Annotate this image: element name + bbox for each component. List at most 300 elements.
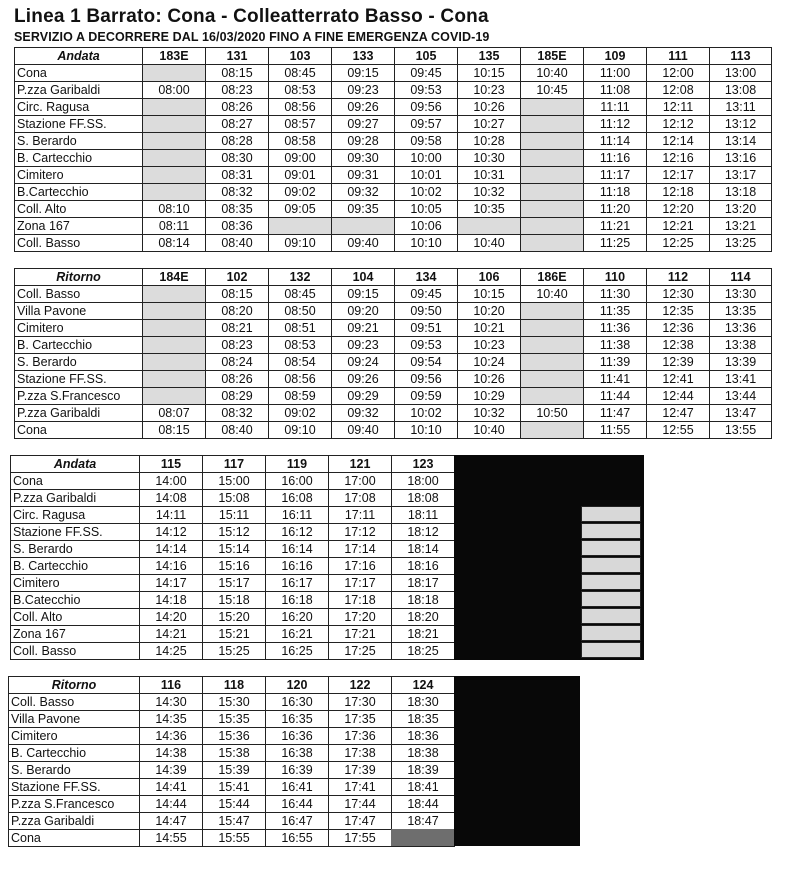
no-service-strip [581,574,641,590]
departure-time: 11:14 [584,133,647,150]
departure-time: 18:35 [392,711,455,728]
no-service-cell [143,184,206,201]
table-row [15,167,772,184]
departure-time: 09:54 [395,354,458,371]
stop-name: Coll. Alto [11,609,140,626]
departure-time: 17:18 [329,592,392,609]
departure-time: 09:30 [332,150,395,167]
table-row [11,524,455,541]
departure-time: 09:02 [269,184,332,201]
departure-time: 13:41 [710,371,772,388]
departure-time: 15:16 [203,558,266,575]
departure-time: 14:41 [140,779,203,796]
departure-time: 08:50 [269,303,332,320]
stop-name: Villa Pavone [15,303,143,320]
timetable-andata-morning [14,47,772,252]
table-row [15,184,772,201]
no-service-cell [143,99,206,116]
departure-time: 08:58 [269,133,332,150]
departure-time: 18:30 [392,694,455,711]
table-row [11,575,455,592]
run-number: 186E [521,269,584,286]
departure-time: 14:00 [140,473,203,490]
departure-time: 10:40 [521,65,584,82]
departure-time: 13:11 [710,99,772,116]
run-number: 133 [332,48,395,65]
run-number: 106 [458,269,521,286]
stop-name: P.zza Garibaldi [9,813,140,830]
departure-time: 18:21 [392,626,455,643]
departure-time: 16:25 [266,643,329,660]
departure-time: 15:14 [203,541,266,558]
stop-name: Zona 167 [15,218,143,235]
table-row [15,422,772,439]
departure-time: 08:32 [206,184,269,201]
header-row [15,48,772,65]
stop-name: Circ. Ragusa [15,99,143,116]
no-service-cell [521,303,584,320]
no-service-cell [521,201,584,218]
departure-time: 14:16 [140,558,203,575]
run-number: 134 [395,269,458,286]
table-row [11,490,455,507]
stop-name: P.zza S.Francesco [9,796,140,813]
no-service-cell [143,286,206,303]
departure-time: 16:36 [266,728,329,745]
departure-time: 18:47 [392,813,455,830]
stop-name: Cona [11,473,140,490]
departure-time: 09:40 [332,422,395,439]
departure-time: 08:24 [206,354,269,371]
departure-time: 08:14 [143,235,206,252]
no-service-cell [143,303,206,320]
departure-time: 13:44 [710,388,772,405]
direction-label: Ritorno [9,677,140,694]
departure-time: 08:56 [269,371,332,388]
departure-time: 16:00 [266,473,329,490]
departure-time: 09:53 [395,337,458,354]
header-row [11,456,455,473]
table-row [9,745,455,762]
departure-time: 15:12 [203,524,266,541]
departure-time: 12:25 [647,235,710,252]
no-service-cell [521,371,584,388]
departure-time: 08:31 [206,167,269,184]
stop-name: Coll. Basso [11,643,140,660]
stop-name: Zona 167 [11,626,140,643]
table-row [9,694,455,711]
departure-time: 12:20 [647,201,710,218]
stop-name: Stazione FF.SS. [15,371,143,388]
departure-time: 16:38 [266,745,329,762]
table-row [9,711,455,728]
departure-time: 09:32 [332,184,395,201]
departure-time: 10:21 [458,320,521,337]
departure-time: 10:23 [458,82,521,99]
stop-name: B. Cartecchio [11,558,140,575]
stop-name: Cimitero [9,728,140,745]
stop-name: P.zza Garibaldi [11,490,140,507]
no-service-cell [269,218,332,235]
no-service-cell [521,422,584,439]
departure-time: 10:05 [395,201,458,218]
stop-name: Cona [9,830,140,847]
departure-time: 08:26 [206,371,269,388]
departure-time: 09:15 [332,65,395,82]
departure-time: 11:21 [584,218,647,235]
departure-time: 08:10 [143,201,206,218]
departure-time: 16:41 [266,779,329,796]
departure-time: 17:12 [329,524,392,541]
run-number: 109 [584,48,647,65]
stop-name: Cona [15,65,143,82]
direction-label: Andata [15,48,143,65]
table-row [11,643,455,660]
departure-time: 15:41 [203,779,266,796]
departure-time: 17:08 [329,490,392,507]
departure-time: 13:38 [710,337,772,354]
departure-time: 15:35 [203,711,266,728]
no-service-cell [521,116,584,133]
departure-time: 10:26 [458,371,521,388]
stop-name: P.zza Garibaldi [15,82,143,99]
stop-name: Cimitero [11,575,140,592]
departure-time: 11:55 [584,422,647,439]
departure-time: 16:20 [266,609,329,626]
departure-time: 10:32 [458,405,521,422]
table-row [11,609,455,626]
departure-time: 10:29 [458,388,521,405]
run-number: 114 [710,269,772,286]
departure-time: 17:21 [329,626,392,643]
departure-time: 09:56 [395,371,458,388]
departure-time: 10:01 [395,167,458,184]
header-row [9,677,455,694]
departure-time: 08:28 [206,133,269,150]
stop-name: Stazione FF.SS. [15,116,143,133]
departure-time: 10:15 [458,65,521,82]
departure-time: 14:36 [140,728,203,745]
departure-time: 16:16 [266,558,329,575]
run-number: 110 [584,269,647,286]
departure-time: 08:26 [206,99,269,116]
departure-time: 09:32 [332,405,395,422]
stop-name: P.zza Garibaldi [15,405,143,422]
table-row [15,303,772,320]
departure-time: 16:30 [266,694,329,711]
departure-time: 08:27 [206,116,269,133]
departure-time: 12:08 [647,82,710,99]
stop-name: S. Berardo [11,541,140,558]
departure-time: 13:12 [710,116,772,133]
departure-time: 08:53 [269,82,332,99]
timetable-ritorno-morning [14,268,772,439]
departure-time: 17:44 [329,796,392,813]
departure-time: 13:55 [710,422,772,439]
departure-time: 17:39 [329,762,392,779]
run-number: 122 [329,677,392,694]
departure-time: 18:41 [392,779,455,796]
table-row [15,116,772,133]
stop-name: Cona [15,422,143,439]
departure-time: 14:30 [140,694,203,711]
no-service-cell [143,371,206,388]
departure-time: 12:30 [647,286,710,303]
departure-time: 17:25 [329,643,392,660]
departure-time: 18:36 [392,728,455,745]
blacked-out-cell [391,829,454,846]
departure-time: 14:20 [140,609,203,626]
departure-time: 14:08 [140,490,203,507]
no-service-cell [521,99,584,116]
departure-time: 10:20 [458,303,521,320]
run-number: 131 [206,48,269,65]
departure-time: 09:26 [332,99,395,116]
table-row [9,813,455,830]
table-row [9,796,455,813]
departure-time: 12:41 [647,371,710,388]
table-row [9,830,455,847]
departure-time: 16:14 [266,541,329,558]
departure-time: 14:14 [140,541,203,558]
run-number: 132 [269,269,332,286]
departure-time: 10:40 [521,286,584,303]
departure-time: 11:11 [584,99,647,116]
departure-time: 10:35 [458,201,521,218]
departure-time: 18:18 [392,592,455,609]
departure-time: 13:18 [710,184,772,201]
page-subtitle: SERVIZIO A DECORRERE DAL 16/03/2020 FINO A FINE EMERGENZA COVID-19 [14,30,490,44]
departure-time: 13:21 [710,218,772,235]
departure-time: 17:35 [329,711,392,728]
departure-time: 13:25 [710,235,772,252]
departure-time: 09:35 [332,201,395,218]
departure-time: 08:21 [206,320,269,337]
departure-time: 10:28 [458,133,521,150]
departure-time: 13:08 [710,82,772,99]
departure-time: 17:55 [329,830,392,847]
no-service-strip [581,557,641,573]
departure-time: 09:20 [332,303,395,320]
departure-time: 18:00 [392,473,455,490]
stop-name: Villa Pavone [9,711,140,728]
departure-time: 10:10 [395,422,458,439]
departure-time: 13:17 [710,167,772,184]
departure-time: 11:36 [584,320,647,337]
run-number: 121 [329,456,392,473]
no-service-strip [581,540,641,556]
departure-time: 12:18 [647,184,710,201]
run-number: 123 [392,456,455,473]
departure-time: 11:39 [584,354,647,371]
departure-time: 16:39 [266,762,329,779]
table-row [15,388,772,405]
departure-time: 10:06 [395,218,458,235]
departure-time: 16:12 [266,524,329,541]
departure-time: 09:29 [332,388,395,405]
no-service-strip [581,625,641,641]
departure-time: 15:39 [203,762,266,779]
stop-name: Circ. Ragusa [11,507,140,524]
departure-time: 14:38 [140,745,203,762]
no-service-cell [521,320,584,337]
departure-time: 09:24 [332,354,395,371]
table-row [15,82,772,99]
departure-time: 11:17 [584,167,647,184]
run-number: 117 [203,456,266,473]
run-number: 103 [269,48,332,65]
table-row [15,99,772,116]
departure-time: 12:55 [647,422,710,439]
stop-name: Coll. Alto [15,201,143,218]
departure-time: 16:47 [266,813,329,830]
departure-time: 15:44 [203,796,266,813]
table-row [15,65,772,82]
no-service-strip [581,608,641,624]
departure-time: 16:21 [266,626,329,643]
departure-time: 08:45 [269,65,332,82]
departure-time: 08:59 [269,388,332,405]
table-row [11,541,455,558]
departure-time: 16:35 [266,711,329,728]
departure-time: 15:17 [203,575,266,592]
table-row [15,354,772,371]
stop-name: Stazione FF.SS. [9,779,140,796]
departure-time: 16:08 [266,490,329,507]
departure-time: 10:10 [395,235,458,252]
departure-time: 12:38 [647,337,710,354]
table-row [15,320,772,337]
departure-time: 18:11 [392,507,455,524]
no-service-strip [581,642,641,658]
departure-time: 10:32 [458,184,521,201]
departure-time: 15:18 [203,592,266,609]
departure-time: 11:47 [584,405,647,422]
stop-name: B.Catecchio [11,592,140,609]
stop-name: Cimitero [15,320,143,337]
departure-time: 08:15 [143,422,206,439]
departure-time: 08:29 [206,388,269,405]
departure-time: 14:17 [140,575,203,592]
departure-time: 15:38 [203,745,266,762]
table-row [15,218,772,235]
stop-name: Coll. Basso [15,286,143,303]
no-service-cell [143,65,206,82]
departure-time: 15:36 [203,728,266,745]
no-service-cell [458,218,521,235]
run-number: 183E [143,48,206,65]
departure-time: 17:30 [329,694,392,711]
departure-time: 10:45 [521,82,584,99]
table-row [11,473,455,490]
header-row [15,269,772,286]
departure-time: 14:25 [140,643,203,660]
departure-time: 14:18 [140,592,203,609]
departure-time: 11:38 [584,337,647,354]
departure-time: 12:17 [647,167,710,184]
departure-time: 14:11 [140,507,203,524]
departure-time: 12:00 [647,65,710,82]
departure-time: 10:27 [458,116,521,133]
departure-time: 08:15 [206,65,269,82]
departure-time: 17:11 [329,507,392,524]
departure-time: 09:56 [395,99,458,116]
no-service-cell [143,133,206,150]
no-service-cell [143,337,206,354]
departure-time: 09:23 [332,337,395,354]
departure-time: 09:00 [269,150,332,167]
departure-time: 13:36 [710,320,772,337]
departure-time: 11:30 [584,286,647,303]
departure-time: 18:20 [392,609,455,626]
stop-name: Stazione FF.SS. [11,524,140,541]
table-row [15,337,772,354]
departure-time: 14:12 [140,524,203,541]
departure-time: 15:11 [203,507,266,524]
departure-time: 17:38 [329,745,392,762]
table-row [15,133,772,150]
departure-time: 11:12 [584,116,647,133]
stop-name: S. Berardo [9,762,140,779]
departure-time: 09:57 [395,116,458,133]
departure-time: 08:07 [143,405,206,422]
departure-time: 09:28 [332,133,395,150]
departure-time: 14:55 [140,830,203,847]
blacked-out-area [454,676,580,846]
no-service-cell [143,354,206,371]
no-service-strip [581,591,641,607]
departure-time: 11:18 [584,184,647,201]
departure-time: 11:35 [584,303,647,320]
departure-time: 15:21 [203,626,266,643]
departure-time: 14:21 [140,626,203,643]
departure-time: 16:11 [266,507,329,524]
departure-time: 16:55 [266,830,329,847]
direction-label: Ritorno [15,269,143,286]
departure-time: 15:00 [203,473,266,490]
timetable-ritorno-afternoon [8,676,455,847]
departure-time: 09:50 [395,303,458,320]
departure-time: 10:24 [458,354,521,371]
departure-time: 09:23 [332,82,395,99]
departure-time: 08:45 [269,286,332,303]
departure-time: 09:31 [332,167,395,184]
departure-time: 12:11 [647,99,710,116]
stop-name: P.zza S.Francesco [15,388,143,405]
departure-time: 10:31 [458,167,521,184]
departure-time: 09:15 [332,286,395,303]
departure-time: 10:15 [458,286,521,303]
direction-label: Andata [11,456,140,473]
departure-time: 15:55 [203,830,266,847]
no-service-cell [143,116,206,133]
departure-time: 11:41 [584,371,647,388]
departure-time: 15:20 [203,609,266,626]
departure-time: 09:27 [332,116,395,133]
no-service-cell [143,320,206,337]
table-row [11,507,455,524]
departure-time: 17:47 [329,813,392,830]
run-number: 115 [140,456,203,473]
departure-time: 13:14 [710,133,772,150]
departure-time: 14:44 [140,796,203,813]
departure-time: 10:02 [395,405,458,422]
departure-time: 10:40 [458,235,521,252]
departure-time: 18:44 [392,796,455,813]
run-number: 135 [458,48,521,65]
departure-time: 11:44 [584,388,647,405]
departure-time: 18:14 [392,541,455,558]
